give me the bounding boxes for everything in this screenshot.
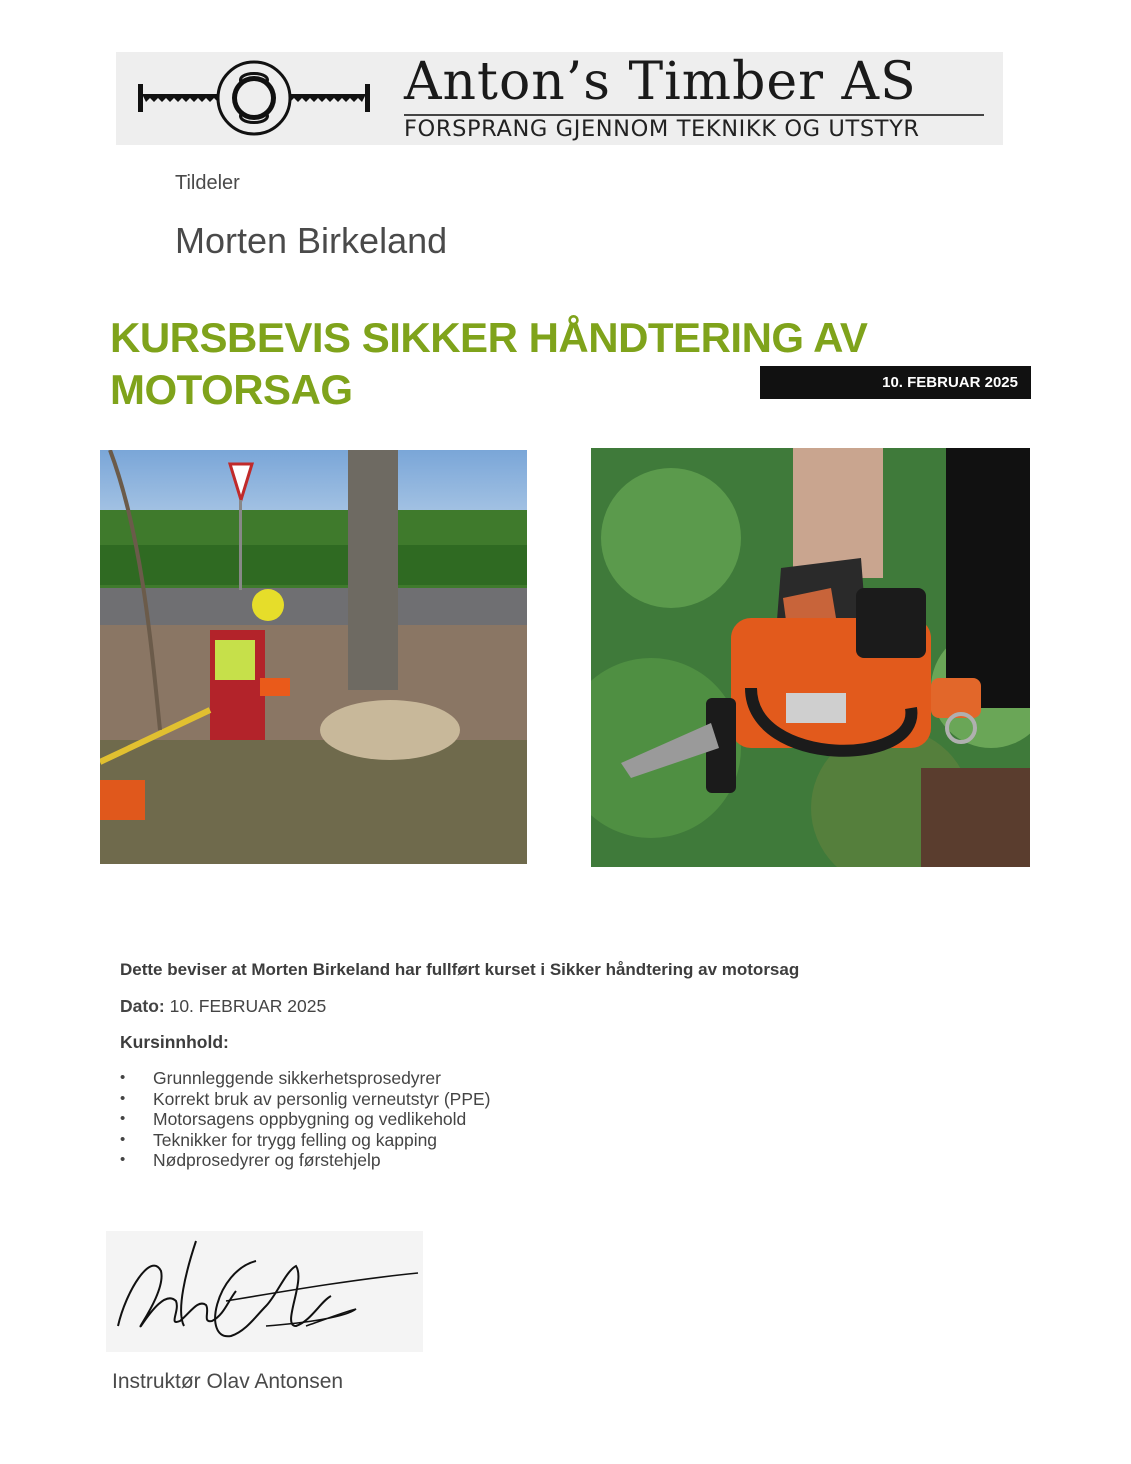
list-item: • Nødprosedyrer og førstehjelp	[120, 1150, 491, 1171]
date-value: 10. FEBRUAR 2025	[169, 996, 327, 1016]
list-item: • Motorsagens oppbygning og vedlikehold	[120, 1109, 491, 1130]
date-key: Dato:	[120, 996, 165, 1016]
course-content-label: Kursinnhold:	[120, 1032, 229, 1052]
date-badge: 10. FEBRUAR 2025	[760, 366, 1031, 399]
list-item: • Grunnleggende sikkerhetsprosedyrer	[120, 1068, 491, 1089]
handwritten-signature-icon	[106, 1231, 423, 1352]
hand-holding-chainsaw-photo	[591, 448, 1030, 867]
company-banner	[116, 52, 1003, 145]
course-date	[120, 996, 326, 1017]
saw-with-at-emblem-icon	[136, 60, 372, 140]
list-item: • Teknikker for trygg felling og kapping	[120, 1130, 491, 1151]
worker-cutting-tree-stump-photo	[100, 450, 527, 864]
instructor-name: Instruktør Olav Antonsen	[112, 1370, 344, 1393]
certificate-title: KURSBEVIS SIKKER HÅNDTERING AV MOTORSAG	[110, 314, 868, 413]
award-label: Tildeler	[175, 172, 240, 194]
completion-statement: Dette beviser at Morten Birkeland har fullført kurset i Sikker håndtering av motorsag	[120, 960, 800, 979]
company-tagline: FORSPRANG GJENNOM TEKNIKK OG UTSTYR	[404, 116, 920, 142]
course-content-list	[120, 1068, 491, 1171]
recipient-name: Morten Birkeland	[175, 220, 448, 261]
list-item: • Korrekt bruk av personlig verneutstyr (PPE)	[120, 1089, 491, 1110]
company-name: Anton’s Timber AS	[404, 52, 917, 112]
